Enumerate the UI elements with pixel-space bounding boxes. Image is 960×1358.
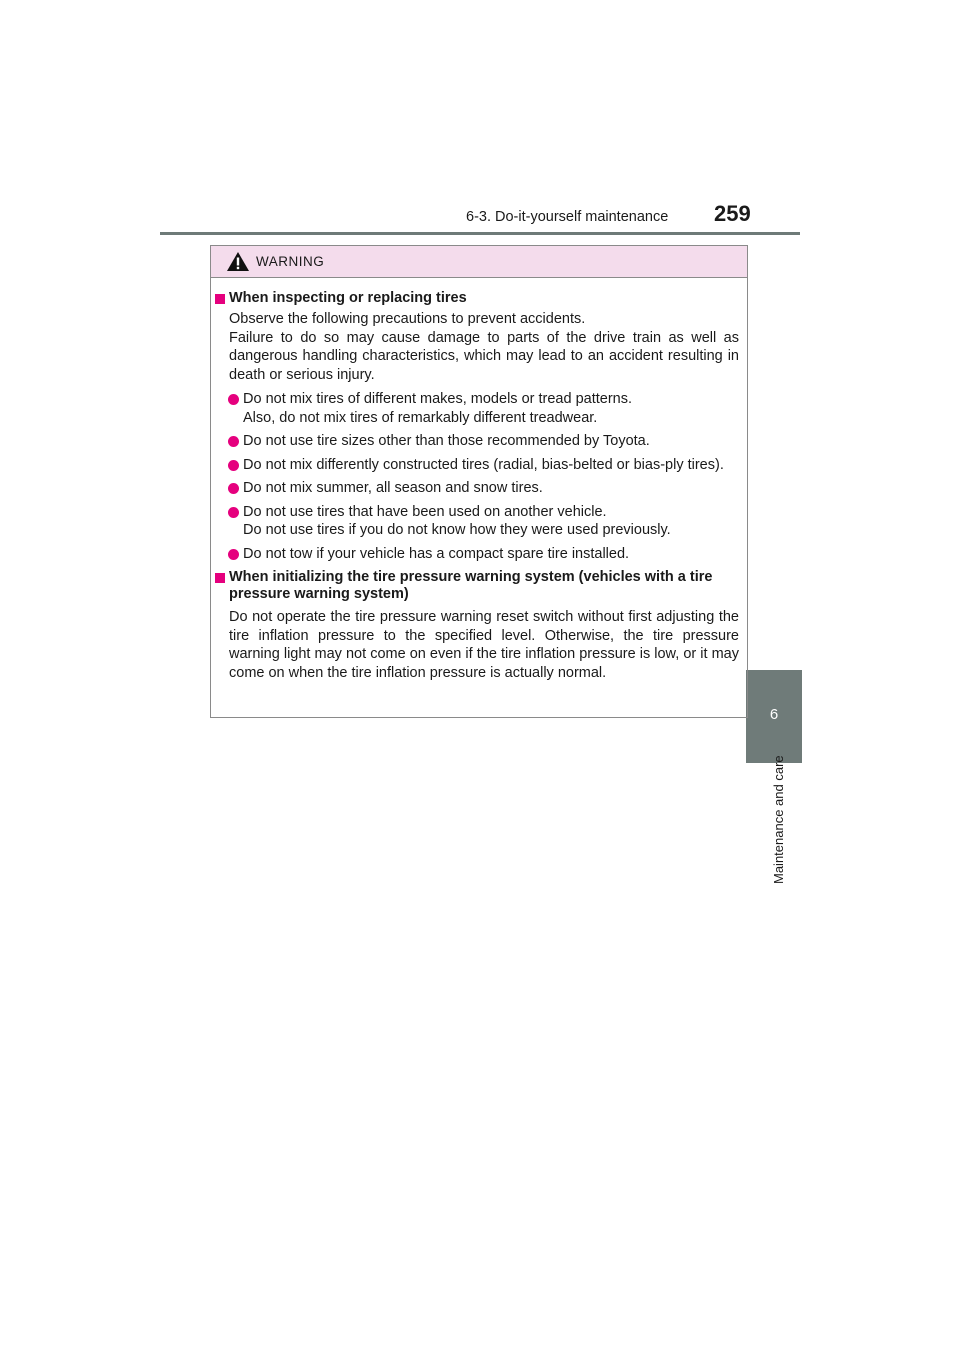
bullet-dot-icon [228, 460, 239, 471]
list-item [211, 456, 747, 475]
warning-triangle-icon [227, 252, 249, 271]
page-number: 259 [714, 201, 751, 226]
page-header [0, 0, 960, 240]
list-item-text: Do not mix summer, all season and snow tires. [243, 480, 543, 496]
bullet-dot-icon [228, 507, 239, 518]
paragraph: Observe the following precautions to prevent accidents. [229, 311, 586, 327]
topic-title: When inspecting or replacing tires [229, 290, 467, 306]
topic-heading [211, 290, 747, 307]
warning-body [211, 290, 747, 682]
list-item-text: Do not tow if your vehicle has a compact spare tire installed. [243, 545, 630, 562]
list-item-text: Do not use tires that have been used on another vehicle. [243, 503, 607, 520]
list-item [211, 503, 747, 540]
list-item-text: Also, do not mix tires of remarkably different treadwear. [243, 409, 598, 426]
topic-heading [211, 569, 747, 603]
bullet-dot-icon [228, 549, 239, 560]
chapter-number: 6 [769, 706, 779, 723]
list-item [211, 545, 747, 564]
bullet-dot-icon [228, 394, 239, 405]
bullet-dot-icon [228, 483, 239, 494]
list-item-text: Do not mix differently constructed tires (radial, bias-belted or bias-ply tires). [243, 456, 724, 473]
list-item-text: Do not use tires if you do not know how they were used previously. [243, 522, 671, 538]
paragraph: Failure to do so may cause damage to parts of the drive train as well as dangerous handling characteristics, which may lead to an accident resulting in death or serious injury. [229, 329, 739, 383]
warning-box [210, 245, 748, 718]
square-bullet-icon [215, 573, 225, 583]
warning-label: WARNING [256, 254, 325, 269]
warning-header [211, 246, 747, 278]
square-bullet-icon [215, 294, 225, 304]
section-title: 6-3. Do-it-yourself maintenance [466, 209, 669, 225]
list-item-text: Do not mix tires of different makes, models or tread patterns. [243, 391, 632, 407]
list-item [211, 479, 747, 498]
list-item [211, 390, 747, 427]
list-item-text: Do not use tire sizes other than those recommended by Toyota. [243, 433, 650, 449]
chapter-label [738, 742, 822, 892]
bullet-dot-icon [228, 436, 239, 447]
header-rule [160, 232, 800, 235]
paragraph: Do not operate the tire pressure warning reset switch without first adjusting the tire inflation pressure to the specified level. Otherwise, the tire pressure warning light may not come on even if the tire inflation pressure is low, or it may come on when the tire inflation pressure is actually normal. [229, 609, 739, 681]
topic-title: When initializing the tire pressure warning system (vehicles with a tire pressure warning system) [229, 569, 713, 602]
list-item [211, 432, 747, 451]
chapter-label-text: Maintenance and care [771, 755, 786, 884]
